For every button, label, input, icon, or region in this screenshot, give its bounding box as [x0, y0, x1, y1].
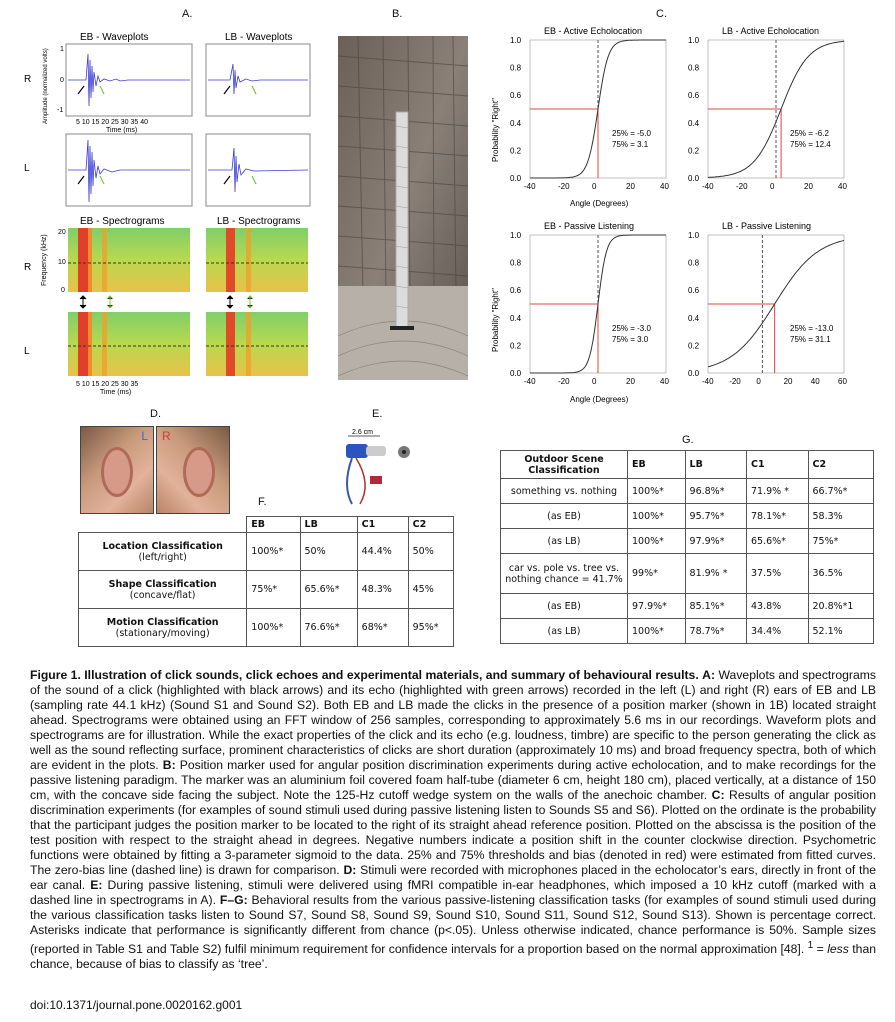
ear-label-right: R: [162, 429, 171, 443]
table-f-header-lb: LB: [300, 517, 357, 533]
row-label: something vs. nothing: [501, 479, 628, 504]
cell: 100%*: [247, 609, 300, 647]
row-title: Shape Classification: [108, 578, 217, 590]
spec-click-arrow-eb: [80, 296, 86, 308]
caption-d-label: D:: [343, 863, 357, 877]
y-tick-label: 0.0: [688, 369, 700, 378]
x-tick-label: -20: [729, 377, 741, 386]
cell: 75%*: [808, 529, 874, 554]
caption-fg-label: F–G:: [219, 893, 248, 907]
time-ticks-bottom: 5 10 15 20 25 30 35: [76, 381, 139, 388]
y-tick-label: 1.0: [510, 36, 522, 45]
cell: 97.9%*: [628, 594, 686, 619]
panel-label-b: B.: [392, 8, 403, 20]
cell: 50%: [408, 533, 453, 571]
row-label: (as EB): [501, 504, 628, 529]
y-tick-label: 0.4: [688, 118, 700, 128]
spec-echo-arrow-lb: [247, 296, 253, 308]
caption-c-text: Results of angular position discrimination experiments (for examples of sound stimuli used during passive listening listen to Sounds S5 and S6). Plotted on the ordinate is the probability that the participant judges the position marker to be located to the right of its straight ahead reference position. Plotted on the abscissa is the position of the test position with respect to the straight ahead in degrees. Negative numbers indicate a position shift in the counter clockwise direction. Psychometric functions were obtained by fitting a 3-parameter sigmoid to the data. 25% and 75% thresholds and bias (denoted in red) were estimated from fitted curves. The zero-bias line (dashed line) is drawn for comparison.: [30, 788, 876, 877]
row-sub: (concave/flat): [129, 589, 196, 601]
table-f-header-c2: C2: [408, 517, 453, 533]
table-f-header: [79, 517, 454, 533]
freq-0: 0: [61, 287, 65, 294]
cell: 100%*: [628, 529, 686, 554]
cell: 52.1%: [808, 619, 874, 644]
cell: 43.8%: [747, 594, 808, 619]
threshold-stat: 25% = -5.0: [612, 129, 651, 138]
x-tick-label: -40: [524, 182, 536, 191]
cell: 66.7%*: [808, 479, 874, 504]
x-tick-label: -20: [558, 182, 570, 191]
row-title: Motion Classification: [106, 616, 219, 628]
y-tick-label: 0.0: [510, 369, 522, 378]
panel-label-c: C.: [656, 8, 667, 20]
x-tick-label: 20: [626, 182, 635, 191]
figure-caption: [30, 668, 876, 972]
plot-lb-passive: [688, 221, 847, 386]
amp-axis-label: Amplitude (normalized volts): [43, 48, 49, 124]
row-label: (as EB): [501, 594, 628, 619]
amp-mid: 0: [60, 77, 64, 84]
cell: 44.4%: [357, 533, 408, 571]
table-row: [79, 609, 454, 647]
row-title: Location Classification: [102, 540, 223, 552]
cell: 95.7%*: [685, 504, 746, 529]
cell: 34.4%: [747, 619, 808, 644]
eb-wave-title: EB - Waveplots: [80, 32, 149, 43]
threshold-stat: 75% = 31.1: [790, 335, 831, 344]
row-label-r1: R: [24, 74, 32, 85]
lb-wave-title: LB - Waveplots: [225, 32, 293, 43]
caption-a-label: A:: [702, 668, 716, 682]
row-label-l2: L: [24, 346, 30, 357]
cell: 96.8%*: [685, 479, 746, 504]
caption-b-text: Position marker used for angular position discrimination experiments during active echolocation, and to make recordings for the passive listening paradigm. The marker was an aluminium foil covered foam half-tube (diameter 6 cm, height 180 cm), placed vertically, at a distance of 150 cm, with the concave side facing the subject. Note the 125-Hz cutoff wedge system on the walls of the anechoic chamber.: [30, 758, 876, 802]
c-ylabel-top: Probability "Right": [491, 98, 500, 162]
y-tick-label: 0.0: [510, 174, 522, 183]
row-label: (as LB): [501, 619, 628, 644]
caption-c-label: C:: [711, 788, 725, 802]
y-tick-label: 0.6: [510, 286, 522, 296]
y-tick-label: 0.8: [688, 63, 700, 73]
cell: 20.8%*1: [808, 594, 874, 619]
table-f-header-0: [79, 517, 247, 533]
x-tick-label: -40: [702, 182, 714, 191]
row-label-r2: R: [24, 262, 32, 273]
freq-axis-label: Frequency (kHz): [41, 234, 48, 286]
ear-photo-right: [156, 426, 230, 514]
ear-shape-right: [183, 447, 215, 497]
y-tick-label: 1.0: [688, 231, 700, 240]
x-tick-label: -20: [736, 182, 748, 191]
panel-label-g: G.: [682, 434, 694, 446]
caption-footnote-less: less: [827, 942, 849, 957]
y-tick-label: 0.2: [510, 146, 522, 156]
cell: 65.6%*: [747, 529, 808, 554]
table-row: [501, 554, 874, 594]
x-tick-label: -40: [524, 377, 536, 386]
position-marker-photo: [338, 36, 468, 380]
click-arrow-lb-r: [224, 86, 230, 94]
cell: 81.9% *: [685, 554, 746, 594]
y-tick-label: 0.2: [688, 146, 700, 156]
x-tick-label: 20: [626, 377, 635, 386]
caption-e-label: E:: [90, 878, 103, 892]
cell: 100%*: [628, 504, 686, 529]
eb-spec-l: [68, 312, 190, 376]
cell: 37.5%: [747, 554, 808, 594]
cell: 36.5%: [808, 554, 874, 594]
x-tick-label: -40: [702, 377, 714, 386]
y-tick-label: 0.4: [688, 313, 700, 323]
lb-spec-l: [206, 312, 308, 376]
threshold-stat: 75% = 3.0: [612, 335, 649, 344]
table-row: [79, 571, 454, 609]
x-tick-label: 40: [810, 377, 820, 386]
cell: 48.3%: [357, 571, 408, 609]
y-tick-label: 0.6: [688, 286, 700, 296]
cell: 97.9%*: [685, 529, 746, 554]
plot-title: EB - Passive Listening: [544, 221, 635, 231]
panel-label-e: E.: [372, 408, 383, 420]
freq-10: 10: [58, 259, 66, 266]
eb-spec-title: EB - Spectrograms: [80, 216, 165, 227]
panel-label-a: A.: [182, 8, 193, 20]
caption-a-text: Waveplots and spectrograms of the sound of a click (highlighted with black arrows) and its echo (highlighted with green arrows) recorded in the left (L) and right (R) ears of EB and LB (sampling rate 44.1 kHz) (Sound S1 and Sound S2). Both EB and LB made the clicks in the presence of a position marker (shown in 1B) located straight ahead. Spectrograms were obtained using an FFT window of 256 samples, corresponding to approximately 5.6 ms in our recordings. Waveform plots and spectrograms are for illustration. While the exact properties of the click and its echo (e.g. loudness, timbre) are specific to the person generating the click as well as the sound reflecting surface, prominent characteristics of clicks are short duration (approximately 10 ms) and broad frequency spectra, both of which are evident in the plots.: [30, 668, 876, 772]
threshold-stat: 25% = -13.0: [790, 324, 834, 333]
panel-c-figure: [488, 22, 888, 412]
cell: 65.6%*: [300, 571, 357, 609]
table-f-header-c1: C1: [357, 517, 408, 533]
caption-d-text: Stimuli were recorded with microphones placed in the echolocator’s ears, directly in front of the ear canal.: [30, 863, 876, 892]
click-arrow-eb-r: [78, 86, 84, 94]
table-row: [501, 529, 874, 554]
table-f-header-eb: EB: [247, 517, 300, 533]
time-label-bottom: Time (ms): [100, 389, 132, 396]
y-tick-label: 1.0: [510, 231, 522, 240]
amp-top: 1: [60, 46, 64, 53]
echo-arrow-lb-r: [252, 86, 256, 94]
panel-label-f: F.: [258, 496, 267, 508]
cell: 75%*: [247, 571, 300, 609]
x-tick-label: 20: [804, 182, 813, 191]
x-tick-label: 20: [783, 377, 793, 386]
ear-label-left: L: [141, 429, 148, 443]
lb-spec-r: [206, 228, 308, 292]
click-arrow-eb-l: [78, 176, 84, 184]
lb-wave-r-trace: [208, 64, 308, 94]
row-label: car vs. pole vs. tree vs. nothing chance = 41.7%: [501, 554, 628, 594]
y-tick-label: 1.0: [688, 36, 700, 45]
caption-footnote-eq: =: [813, 942, 828, 957]
click-arrow-lb-l: [224, 176, 230, 184]
echo-arrow-eb-l: [100, 176, 104, 184]
plot-eb-passive: [510, 221, 669, 386]
c-ylabel-bottom: Probability "Right": [491, 288, 500, 352]
spec-click-arrow-lb: [227, 296, 233, 308]
plot-title: LB - Passive Listening: [722, 221, 812, 231]
x-tick-label: 0: [756, 377, 761, 386]
y-tick-label: 0.6: [688, 91, 700, 101]
table-f: [78, 516, 454, 647]
y-tick-label: 0.0: [688, 174, 700, 183]
threshold-stat: 25% = -6.2: [790, 129, 829, 138]
x-tick-label: 40: [838, 182, 847, 191]
earpiece-blue: [346, 444, 368, 458]
x-tick-label: 40: [660, 182, 669, 191]
ear-photo-left: [80, 426, 154, 514]
table-row: [501, 619, 874, 644]
cell: 99%*: [628, 554, 686, 594]
x-tick-label: 0: [592, 377, 597, 386]
table-row: [501, 479, 874, 504]
table-g-header: [501, 451, 874, 479]
y-tick-label: 0.8: [510, 258, 522, 268]
y-tick-label: 0.2: [688, 341, 700, 351]
cell: 58.3%: [808, 504, 874, 529]
spec-echo-arrow-eb: [107, 296, 113, 308]
caption-title: Figure 1. Illustration of click sounds, click echoes and experimental materials, and summary of behavioural results.: [30, 668, 699, 682]
x-tick-label: 40: [660, 377, 669, 386]
cell: 100%*: [247, 533, 300, 571]
y-tick-label: 0.2: [510, 341, 522, 351]
x-tick-label: 60: [838, 377, 847, 386]
amp-bot: -1: [57, 107, 64, 114]
table-g-header-eb: EB: [628, 451, 686, 479]
table-row: [79, 533, 454, 571]
lb-wave-l-trace: [208, 148, 308, 192]
doi: doi:10.1371/journal.pone.0020162.g001: [30, 998, 243, 1012]
threshold-stat: 75% = 12.4: [790, 140, 831, 149]
cell: 68%*: [357, 609, 408, 647]
eb-wave-l-trace: [68, 140, 190, 202]
table-g: [500, 450, 874, 644]
plot-lb-active: [688, 26, 847, 191]
caption-e-text: During passive listening, stimuli were delivered using fMRI compatible in-ear headphones, which imposed a 10 kHz cutoff (marked with a dashed line in spectrograms in A).: [30, 878, 877, 907]
cell: 76.6%*: [300, 609, 357, 647]
threshold-stat: 25% = -3.0: [612, 324, 651, 333]
table-g-header-lb: LB: [685, 451, 746, 479]
cell: 85.1%*: [685, 594, 746, 619]
time-ticks-top: 5 10 15 20 25 30 35 40: [76, 119, 149, 126]
plot-eb-active: [510, 26, 669, 191]
headphones-scale: 2.6 cm: [352, 429, 374, 436]
cell: 45%: [408, 571, 453, 609]
table-g-header-c1: C1: [747, 451, 808, 479]
earpiece-red: [370, 476, 382, 484]
y-tick-label: 0.8: [688, 258, 700, 268]
cell: 50%: [300, 533, 357, 571]
eb-spec-r: [68, 228, 190, 292]
caption-fg-text: Behavioral results from the various passive-listening classification tasks (for examples of sound stimuli used during the various classification tasks listen to Sound S7, Sound S8, Sound S9, Sound S10, Sound S11, Sound S12, Sound S13). Shown is percentage correct. Asterisks indicate that performance is significantly different from chance (p<.05). Unless otherwise indicated, chance performance is 50%. Sample sizes (reported in Table S1 and Table S2) fulfil minimum requirement for confidence intervals for a proportion based on the normal approximation [48].: [30, 893, 877, 957]
y-tick-label: 0.8: [510, 63, 522, 73]
headphones-photo: [332, 426, 432, 506]
cell: 95%*: [408, 609, 453, 647]
table-row: [501, 594, 874, 619]
row-sub: (left/right): [138, 551, 187, 563]
plot-title: LB - Active Echolocation: [722, 26, 820, 36]
cell: 100%*: [628, 619, 686, 644]
table-row: [501, 504, 874, 529]
x-tick-label: 0: [592, 182, 597, 191]
cell: 100%*: [628, 479, 686, 504]
x-tick-label: 0: [770, 182, 775, 191]
c-xlabel-top: Angle (Degrees): [570, 199, 629, 208]
y-tick-label: 0.4: [510, 118, 522, 128]
freq-20: 20: [58, 229, 66, 236]
ear-shape-left: [101, 447, 133, 497]
echo-arrow-lb-l: [252, 176, 256, 184]
eb-wave-r-trace: [68, 54, 190, 106]
panel-label-d: D.: [150, 408, 161, 420]
threshold-stat: 75% = 3.1: [612, 140, 649, 149]
x-tick-label: -20: [558, 377, 570, 386]
cell: 78.7%*: [685, 619, 746, 644]
echo-arrow-eb-r: [100, 86, 104, 94]
caption-b-label: B:: [162, 758, 176, 772]
table-g-header-c2: C2: [808, 451, 874, 479]
earpiece-foam: [366, 446, 386, 456]
row-sub: (stationary/moving): [115, 627, 210, 639]
table-g-header-title: Outdoor Scene Classification: [501, 451, 628, 479]
cell: 71.9% *: [747, 479, 808, 504]
row-label: (as LB): [501, 529, 628, 554]
panel-a-figure: [20, 24, 320, 399]
caption-footnote-text: than chance, because of bias to classify as ‘tree’.: [30, 942, 876, 972]
caption-footnote-mark: 1: [807, 940, 814, 951]
lb-spec-title: LB - Spectrograms: [217, 216, 301, 227]
plot-title: EB - Active Echolocation: [544, 26, 643, 36]
cell: 78.1%*: [747, 504, 808, 529]
y-tick-label: 0.4: [510, 313, 522, 323]
c-xlabel-bottom: Angle (Degrees): [570, 395, 629, 404]
time-label-top: Time (ms): [106, 127, 138, 134]
y-tick-label: 0.6: [510, 91, 522, 101]
row-label-l1: L: [24, 163, 30, 174]
